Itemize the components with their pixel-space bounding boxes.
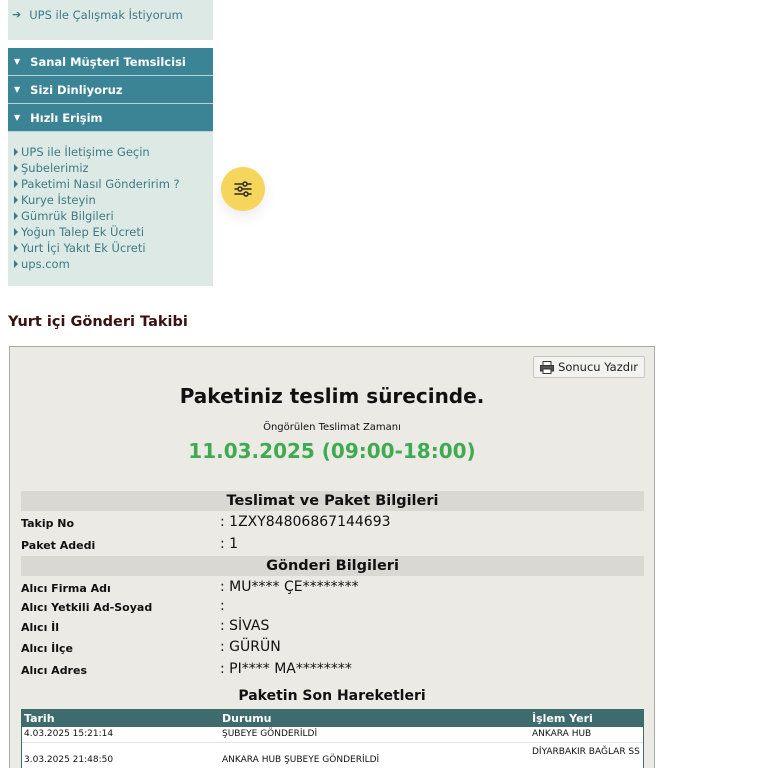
movements-table (21, 709, 644, 768)
pointer-right-icon (14, 244, 18, 252)
filter-button[interactable] (221, 167, 265, 211)
sidebar-link-careers[interactable] (8, 0, 213, 40)
quick-link-branches[interactable] (14, 160, 213, 176)
tracking-result-panel (9, 346, 655, 768)
pointer-right-icon (14, 164, 18, 172)
recipient-company-value: : MU**** ÇE******** (220, 579, 359, 595)
table-row (22, 727, 643, 743)
caret-down-icon: ▼ (14, 85, 21, 94)
recipient-address-row (21, 661, 644, 681)
tracking-number-label: Takip No (21, 517, 75, 530)
movement-date: 4.03.2025 15:21:14 (24, 729, 114, 739)
printer-icon (540, 361, 554, 374)
sidebar (8, 0, 213, 286)
movement-place: ANKARA HUB (532, 729, 592, 739)
quick-link-label: Gümrük Bilgileri (21, 209, 114, 223)
quick-link-label: Kurye İsteyin (21, 193, 96, 207)
pointer-right-icon (14, 180, 18, 188)
quick-link-label: Yurt İçi Yakıt Ek Ücreti (21, 241, 146, 255)
recipient-person-value: : (220, 598, 225, 614)
movements-table-header (22, 710, 643, 727)
quick-link-label: UPS ile İletişime Geçin (21, 145, 150, 159)
column-header-status: Durumu (222, 712, 272, 725)
accordion-virtual-assistant[interactable] (8, 48, 213, 76)
pointer-right-icon (14, 212, 18, 220)
recipient-company-label: Alıcı Firma Adı (21, 582, 111, 595)
pointer-right-icon (14, 228, 18, 236)
recipient-company-row (21, 579, 644, 599)
quick-link-customs[interactable] (14, 208, 213, 224)
arrow-right-icon: ➔ (12, 8, 22, 21)
accordion-label: Sanal Müşteri Temsilcisi (30, 54, 186, 69)
quick-access-list (8, 132, 213, 286)
quick-link-how-to-send[interactable] (14, 176, 213, 192)
accordion-feedback[interactable] (8, 76, 213, 104)
recipient-person-label: Alıcı Yetkili Ad-Soyad (21, 601, 153, 614)
accordion-quick-access[interactable] (8, 104, 213, 132)
table-row (22, 743, 643, 768)
page-title: Yurt içi Gönderi Takibi (8, 314, 188, 330)
quick-link-fuel-surcharge[interactable] (14, 240, 213, 256)
tracking-number-value: : 1ZXY84806867144693 (220, 514, 391, 530)
recipient-district-row (21, 639, 644, 659)
print-result-button[interactable] (533, 356, 645, 378)
quick-link-peak-surcharge[interactable] (14, 224, 213, 240)
pointer-right-icon (14, 196, 18, 204)
recipient-person-row (21, 598, 644, 618)
sidebar-spacer (8, 40, 213, 48)
quick-link-courier[interactable] (14, 192, 213, 208)
sliders-icon (233, 179, 253, 199)
eta-label: Öngörülen Teslimat Zamanı (263, 422, 401, 433)
accordion-label: Sizi Dinliyoruz (30, 82, 123, 97)
recipient-city-row (21, 618, 644, 638)
movements-title: Paketin Son Hareketleri (238, 688, 426, 704)
quick-link-contact[interactable] (14, 144, 213, 160)
shipment-info-heading: Gönderi Bilgileri (21, 556, 644, 576)
caret-down-icon: ▼ (14, 113, 21, 122)
movement-place: DİYARBAKIR BAĞLAR SS (532, 747, 640, 757)
delivery-status-title: Paketiniz teslim sürecinde. (179, 384, 485, 408)
movement-status: ANKARA HUB ŞUBEYE GÖNDERİLDİ (222, 755, 380, 765)
recipient-address-value: : PI**** MA******** (220, 661, 352, 677)
recipient-address-label: Alıcı Adres (21, 664, 87, 677)
quick-link-label: Paketimi Nasıl Gönderirim ? (21, 177, 180, 191)
pointer-right-icon (14, 148, 18, 156)
package-info-heading: Teslimat ve Paket Bilgileri (21, 491, 644, 511)
quick-link-label: Yoğun Talep Ek Ücreti (21, 225, 145, 239)
movement-status: ŞUBEYE GÖNDERİLDİ (222, 729, 318, 739)
column-header-place: İşlem Yeri (532, 712, 593, 725)
quick-link-ups-com[interactable] (14, 256, 213, 272)
column-header-date: Tarih (24, 712, 55, 725)
quick-link-label: ups.com (21, 257, 70, 271)
movement-date: 3.03.2025 21:48:50 (24, 755, 114, 765)
quick-link-label: Şubelerimiz (21, 161, 89, 175)
eta-value: 11.03.2025 (09:00-18:00) (188, 439, 476, 463)
recipient-city-label: Alıcı İl (21, 621, 60, 634)
accordion-label: Hızlı Erişim (30, 110, 103, 125)
recipient-district-value: : GÜRÜN (220, 639, 281, 655)
pointer-right-icon (14, 260, 18, 268)
recipient-district-label: Alıcı İlçe (21, 642, 74, 655)
recipient-city-value: : SİVAS (220, 618, 270, 634)
print-button-label: Sonucu Yazdır (558, 360, 638, 374)
package-count-row (21, 536, 644, 556)
caret-down-icon: ▼ (14, 57, 21, 66)
package-count-value: : 1 (220, 536, 239, 552)
sidebar-link-label: UPS ile Çalışmak İstiyorum (29, 8, 183, 22)
tracking-number-row (21, 514, 644, 534)
package-count-label: Paket Adedi (21, 539, 96, 552)
